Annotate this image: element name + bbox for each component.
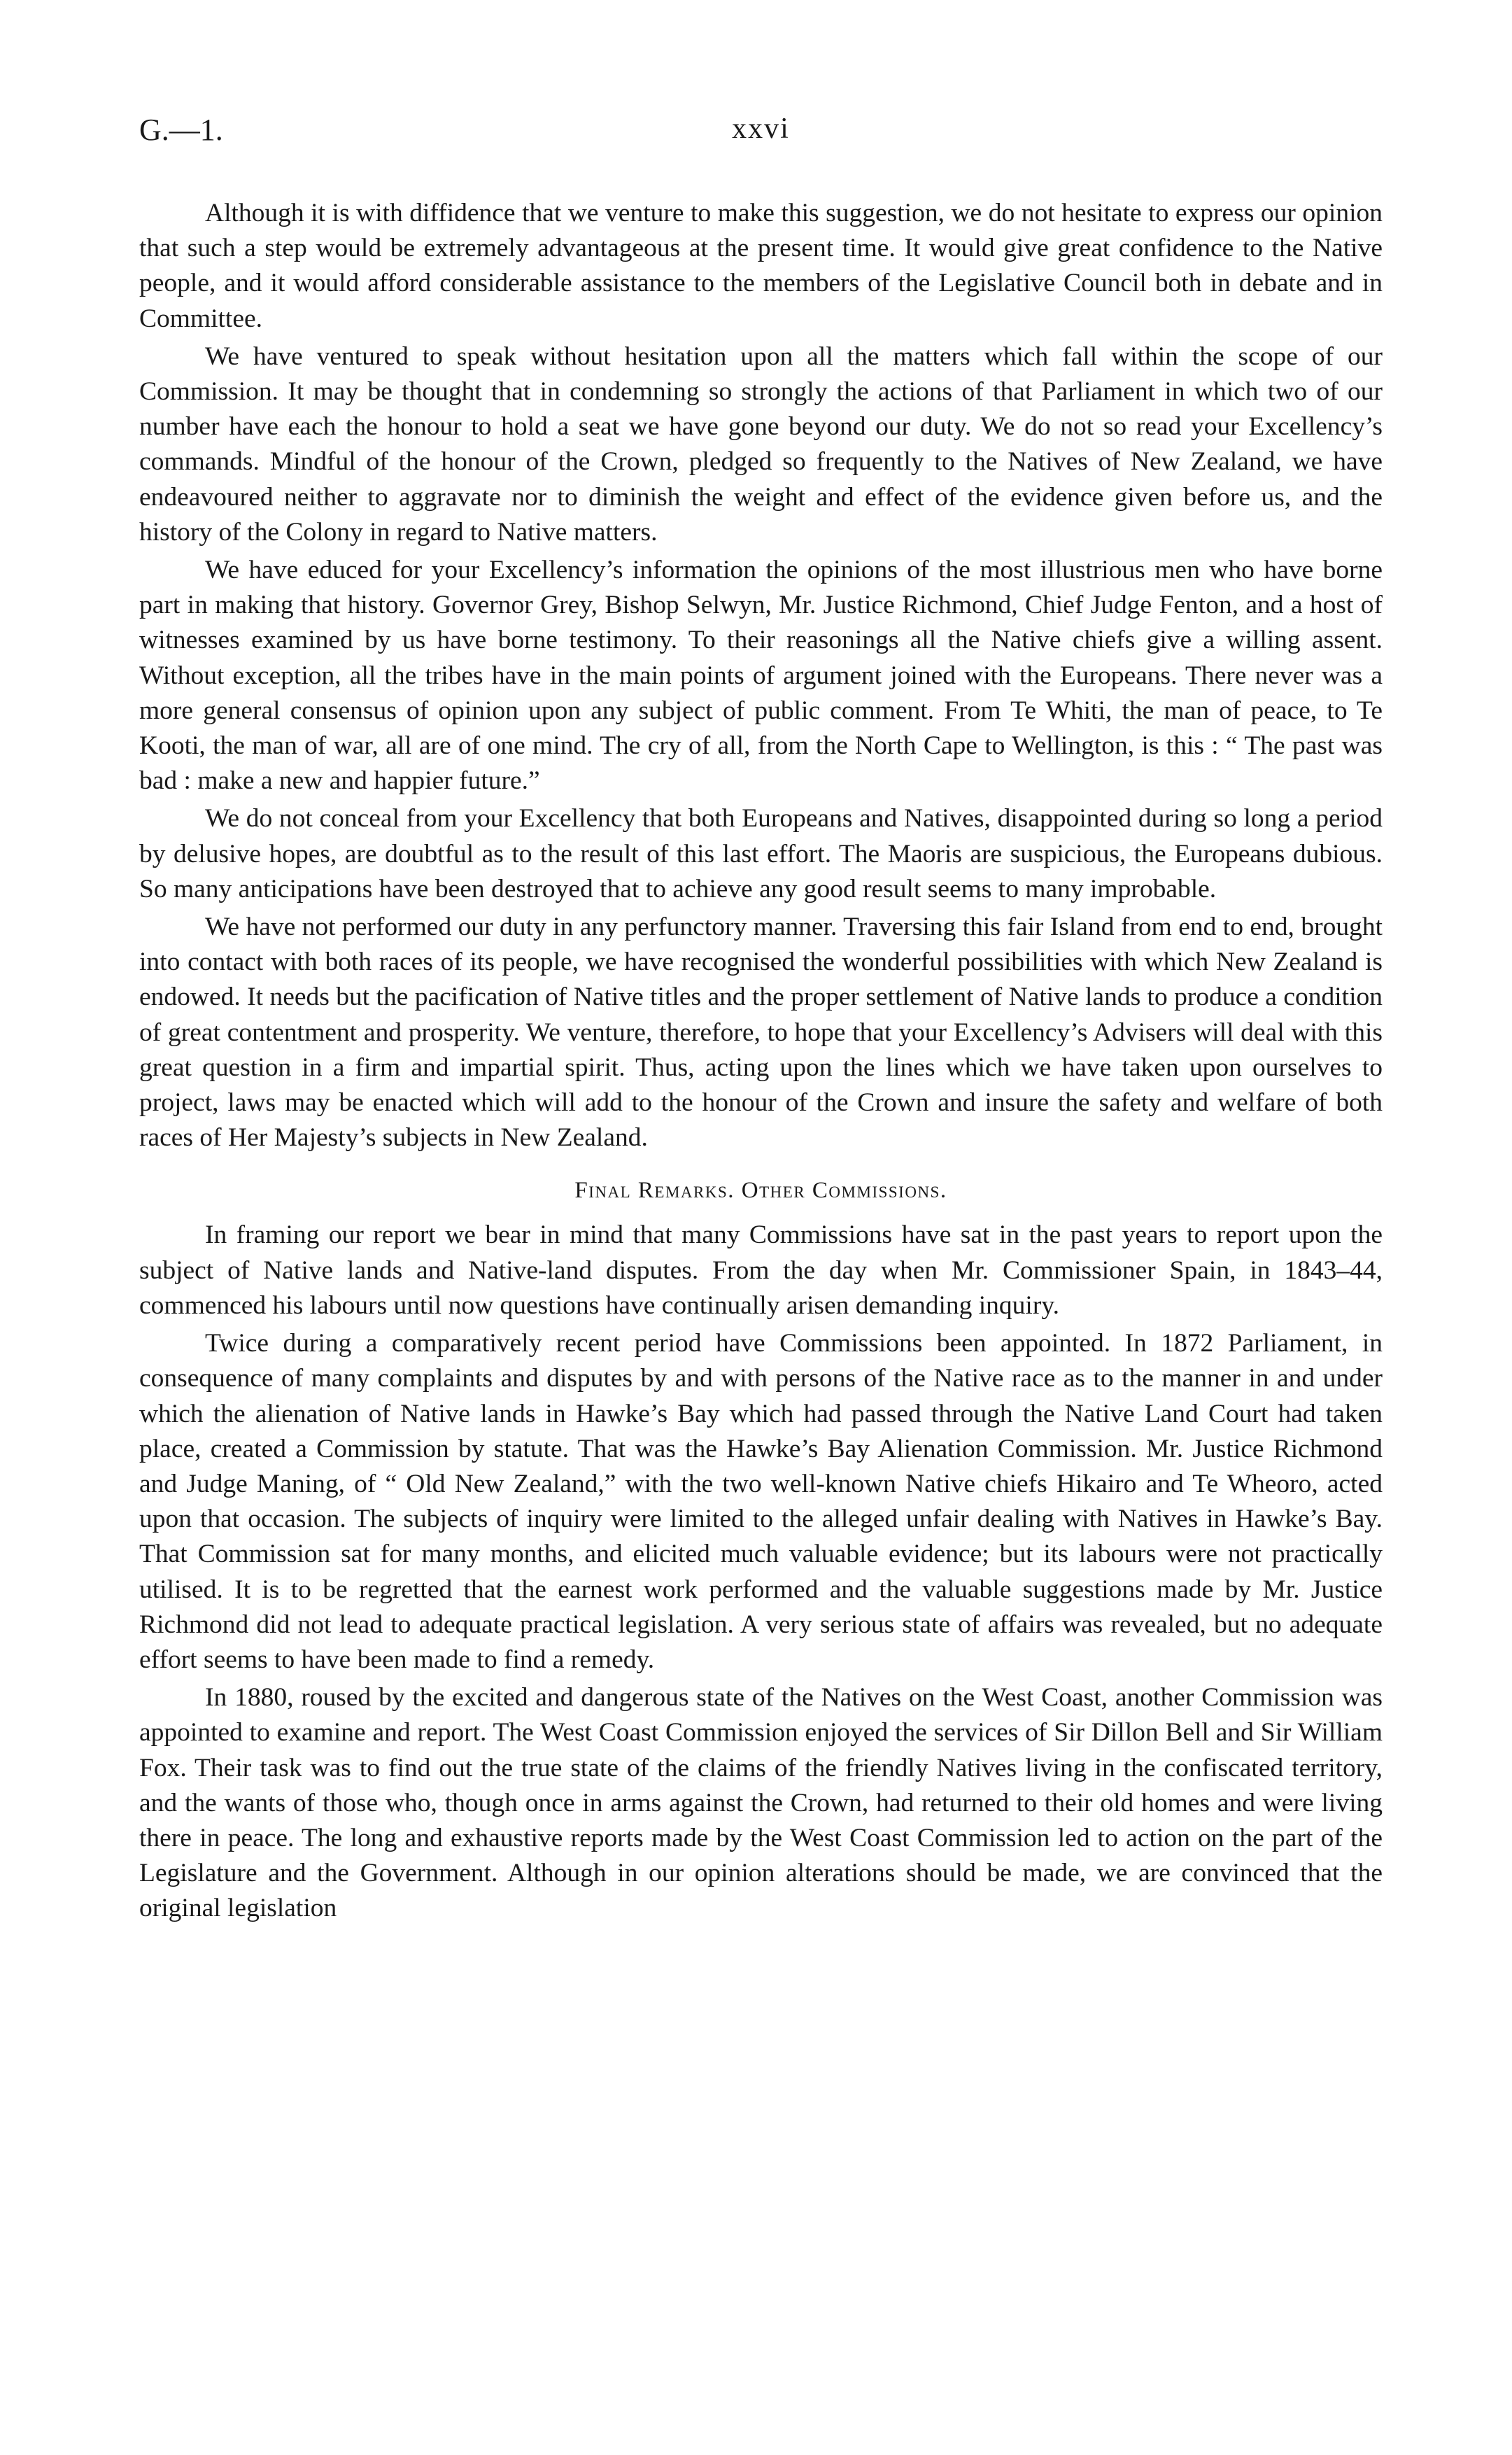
paragraph: We have ventured to speak without hesitation upon all the matters which fall within the scope of our Commission. It may be thought that in condemning so strongly the actions of that Parliament in which two of our number have each the honour to hold a seat we have gone beyond our duty. We do not so read your Excellency’s commands. Mindful of the honour of the Crown, pledged so frequently to the Natives of New Zealand, we have endeavoured neither to aggravate nor to diminish the weight and effect of the evidence given before us, and the history of the Colony in regard to Native matters. xyxy=(139,342,1383,547)
section-heading: Final Remarks. Other Commissions. xyxy=(574,1178,947,1204)
document-reference: G.—1. xyxy=(139,113,223,147)
paragraph: We have educed for your Excellency’s information the opinions of the most illustrious men who have borne part in making that history. Governor Grey, Bishop Selwyn, Mr. Justice Richmond, Chief Judge Fenton, and a host of witnesses examined by us have borne testimony. To their reasonings all the Native chiefs give a willing assent. Without exception, all the tribes have in the main points of argument joined with the Europeans. There never was a more general consensus of opinion upon any subject of public comment. From Te Whiti, the man of peace, to Te Kooti, the man of war, all are of one mind. The cry of all, from the North Cape to Wellington, is this : “ The past was bad : make a new and happier future.” xyxy=(139,556,1383,796)
paragraph: Although it is with diffidence that we venture to make this suggestion, we do not hesitate to express our opinion that such a step would be extremely advantageous at the present time. It would give great confidence to the Native people, and it would afford considerable assistance to the members of the Legislative Council both in debate and in Committee. xyxy=(139,199,1383,333)
paragraph: We have not performed our duty in any perfunctory manner. Traversing this fair Island from end to end, brought into contact with both races of its people, we have recognised the wonderful possibilities with which New Zealand is endowed. It needs but the pacification of Native titles and the proper settlement of Native lands to produce a condition of great contentment and prosperity. We venture, therefore, to hope that your Excellency’s Advisers will deal with this great question in a firm and impartial spirit. Thus, acting upon the lines which we have taken upon ourselves to project, laws may be enacted which will add to the honour of the Crown and insure the safety and welfare of both races of Her Majesty’s subjects in New Zealand. xyxy=(139,913,1383,1153)
paragraph: We do not conceal from your Excellency that both Europeans and Natives, disappointed during so long a period by delusive hopes, are doubtful as to the result of this last effort. The Maoris are suspicious, the Europeans dubious. So many anticipations have been destroyed that to achieve any good result seems to many improbable. xyxy=(139,804,1383,903)
paragraph: In framing our report we bear in mind that many Commissions have sat in the past years to report upon the subject of Native lands and Native-land disputes. From the day when Mr. Commissioner Spain, in 1843–44, commenced his labours until now questions have continually arisen demanding inquiry. xyxy=(139,1221,1383,1320)
paragraph: Twice during a comparatively recent period have Commissions been appointed. In 1872 Parliament, in consequence of many complaints and disputes by and with persons of the Native race as to the manner in and under which the alienation of Native lands in Hawke’s Bay which had passed through the Native Land Court had taken place, created a Commission by statute. That was the Hawke’s Bay Alienation Commission. Mr. Justice Richmond and Judge Maning, of “ Old New Zealand,” with the two well-known Native chiefs Hikairo and Te Wheoro, acted upon that occasion. The subjects of inquiry were limited to the alleged unfair dealing with Natives in Hawke’s Bay. That Commission sat for many months, and elicited much valuable evidence; but its labours were not practically utilised. It is to be regretted that the earnest work performed and the valuable suggestions made by Mr. Justice Richmond did not lead to adequate practical legislation. A very serious state of affairs was revealed, but no adequate effort seems to have been made to find a remedy. xyxy=(139,1329,1383,1674)
document-page xyxy=(139,112,1383,2407)
page-header xyxy=(139,112,1383,161)
page-number: xxvi xyxy=(732,113,790,145)
paragraph: In 1880, roused by the excited and dangerous state of the Natives on the West Coast, another Commission was appointed to examine and report. The West Coast Commission enjoyed the services of Sir Dillon Bell and Sir William Fox. Their task was to find out the true state of the claims of the friendly Natives living in the confiscated territory, and the wants of those who, though once in arms against the Crown, had returned to their old homes and were living there in peace. The long and exhaustive reports made by the West Coast Commission led to action on the part of the Legislature and the Government. Although in our opinion alterations should be made, we are convinced that the original legislation xyxy=(139,1683,1383,1923)
